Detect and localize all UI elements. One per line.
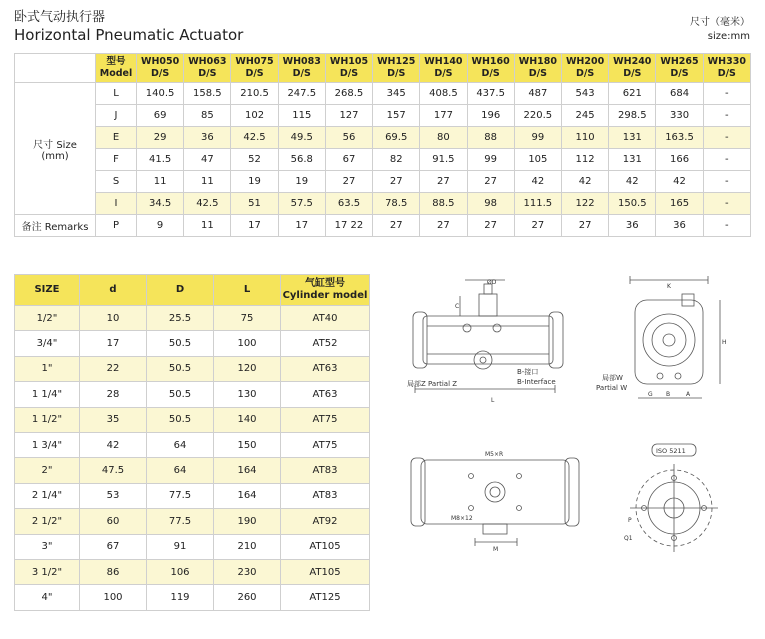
m-r-label: M5×R bbox=[485, 451, 504, 458]
dim-value: 330 bbox=[656, 105, 703, 127]
b-interface-en-label: B-Interface bbox=[517, 378, 556, 386]
dim-p-label: P bbox=[628, 517, 632, 524]
dim-value: 268.5 bbox=[325, 83, 372, 105]
dim-value: 163.5 bbox=[656, 127, 703, 149]
dim-value: 88.5 bbox=[420, 193, 467, 215]
dim-h-label: H bbox=[722, 339, 727, 346]
d-header: d bbox=[80, 275, 147, 306]
size-cell: 50.5 bbox=[147, 356, 214, 381]
size-cell: 75 bbox=[214, 306, 281, 331]
dim-value: 220.5 bbox=[514, 105, 561, 127]
cylinder-header-en: Cylinder model bbox=[282, 290, 368, 301]
size-cell: 86 bbox=[80, 559, 147, 584]
model-name: WH105 bbox=[329, 56, 369, 67]
model-col-wh330 bbox=[703, 54, 750, 83]
size-cell: AT105 bbox=[281, 534, 370, 559]
dim-row-j bbox=[15, 105, 751, 127]
dim-value: 91.5 bbox=[420, 149, 467, 171]
remarks-value: 36 bbox=[656, 215, 703, 237]
size-row bbox=[15, 331, 370, 356]
dim-g-label: G bbox=[648, 391, 653, 398]
dim-key: E bbox=[96, 127, 137, 149]
dim-value: 42 bbox=[656, 171, 703, 193]
size-cell: 1/2" bbox=[15, 306, 80, 331]
dim-value: 127 bbox=[325, 105, 372, 127]
dim-value: 112 bbox=[561, 149, 608, 171]
model-name: WH180 bbox=[518, 56, 557, 67]
dim-value: 621 bbox=[609, 83, 656, 105]
size-cell: 28 bbox=[80, 382, 147, 407]
dim-value: 115 bbox=[278, 105, 325, 127]
size-cell: 140 bbox=[214, 407, 281, 432]
dim-value: 34.5 bbox=[137, 193, 184, 215]
dim-row-e bbox=[15, 127, 751, 149]
title-cn: 卧式气动执行器 bbox=[14, 10, 106, 25]
model-sub: D/S bbox=[434, 68, 453, 79]
big-d-header: D bbox=[147, 275, 214, 306]
dim-value: 27 bbox=[420, 171, 467, 193]
dim-value: 245 bbox=[561, 105, 608, 127]
size-cell: 64 bbox=[147, 432, 214, 457]
size-label-en: (mm) bbox=[41, 150, 69, 162]
model-sub: D/S bbox=[670, 68, 689, 79]
model-sub: D/S bbox=[245, 68, 264, 79]
dim-value: 42.5 bbox=[184, 193, 231, 215]
dim-value: 247.5 bbox=[278, 83, 325, 105]
dim-value: 177 bbox=[420, 105, 467, 127]
model-name: WH075 bbox=[235, 56, 274, 67]
dim-value: 157 bbox=[373, 105, 420, 127]
dim-value: 196 bbox=[467, 105, 514, 127]
cylinder-header bbox=[281, 275, 370, 306]
model-col-wh160 bbox=[467, 54, 514, 83]
dim-k-label: K bbox=[667, 283, 671, 290]
size-cell: AT63 bbox=[281, 382, 370, 407]
size-row bbox=[15, 407, 370, 432]
size-cell: 119 bbox=[147, 585, 214, 610]
dim-value: 437.5 bbox=[467, 83, 514, 105]
end-view-drawing bbox=[590, 274, 750, 409]
model-name: WH063 bbox=[188, 56, 227, 67]
dim-row-f bbox=[15, 149, 751, 171]
size-cell: 91 bbox=[147, 534, 214, 559]
od-label: ØD bbox=[487, 279, 497, 286]
remarks-value: 27 bbox=[467, 215, 514, 237]
size-row bbox=[15, 432, 370, 457]
size-cell: 130 bbox=[214, 382, 281, 407]
model-name: WH140 bbox=[424, 56, 463, 67]
size-cell: 100 bbox=[80, 585, 147, 610]
model-sub: D/S bbox=[387, 68, 406, 79]
dim-value: 27 bbox=[373, 171, 420, 193]
dim-value: 69 bbox=[137, 105, 184, 127]
size-cell: AT105 bbox=[281, 559, 370, 584]
dim-value: 82 bbox=[373, 149, 420, 171]
model-sub: D/S bbox=[623, 68, 642, 79]
dim-value: 57.5 bbox=[278, 193, 325, 215]
size-cell: 1 1/4" bbox=[15, 382, 80, 407]
model-col-wh083 bbox=[278, 54, 325, 83]
dim-key: L bbox=[96, 83, 137, 105]
dim-value: 131 bbox=[609, 149, 656, 171]
model-name: WH160 bbox=[471, 56, 510, 67]
model-name: WH125 bbox=[377, 56, 416, 67]
remarks-value: 27 bbox=[373, 215, 420, 237]
size-cell: 10 bbox=[80, 306, 147, 331]
model-name: WH050 bbox=[140, 56, 180, 67]
size-cell: 53 bbox=[80, 483, 147, 508]
remarks-value: 27 bbox=[514, 215, 561, 237]
dim-value: 41.5 bbox=[137, 149, 184, 171]
size-cell: 60 bbox=[80, 509, 147, 534]
model-col-wh050 bbox=[137, 54, 184, 83]
size-cell: 190 bbox=[214, 509, 281, 534]
dim-value: 78.5 bbox=[373, 193, 420, 215]
dim-value: 42 bbox=[609, 171, 656, 193]
model-sub: D/S bbox=[292, 68, 311, 79]
size-cell: 120 bbox=[214, 356, 281, 381]
size-cell: 77.5 bbox=[147, 509, 214, 534]
dim-value: 88 bbox=[467, 127, 514, 149]
title-en: Horizontal Pneumatic Actuator bbox=[14, 26, 244, 44]
iso-flange-drawing bbox=[600, 440, 750, 565]
size-row bbox=[15, 534, 370, 559]
remarks-row bbox=[15, 215, 751, 237]
dim-value: 63.5 bbox=[325, 193, 372, 215]
model-col-wh200 bbox=[561, 54, 608, 83]
dim-value: - bbox=[703, 149, 750, 171]
remarks-value: 17 22 bbox=[325, 215, 372, 237]
dim-value: 36 bbox=[184, 127, 231, 149]
size-cell: 64 bbox=[147, 458, 214, 483]
dim-value: 110 bbox=[561, 127, 608, 149]
dim-value: 42 bbox=[514, 171, 561, 193]
size-cell: 1 1/2" bbox=[15, 407, 80, 432]
size-cell: 3" bbox=[15, 534, 80, 559]
model-name: WH265 bbox=[660, 56, 699, 67]
dim-value: 69.5 bbox=[373, 127, 420, 149]
size-cell: AT75 bbox=[281, 407, 370, 432]
l-header: L bbox=[214, 275, 281, 306]
size-cell: AT40 bbox=[281, 306, 370, 331]
model-name: WH083 bbox=[282, 56, 321, 67]
dim-value: 487 bbox=[514, 83, 561, 105]
model-col-wh063 bbox=[184, 54, 231, 83]
size-label-cn: 尺寸 Size bbox=[33, 139, 77, 151]
model-sub: D/S bbox=[528, 68, 547, 79]
remarks-value: 27 bbox=[420, 215, 467, 237]
dim-value: 99 bbox=[514, 127, 561, 149]
dim-value: 102 bbox=[231, 105, 278, 127]
size-cell: 67 bbox=[80, 534, 147, 559]
dim-value: 51 bbox=[231, 193, 278, 215]
model-col-wh105 bbox=[325, 54, 372, 83]
model-sub: D/S bbox=[481, 68, 500, 79]
partial-w-en-label: Partial W bbox=[596, 384, 628, 392]
dim-value: 27 bbox=[467, 171, 514, 193]
size-group-label bbox=[15, 83, 96, 215]
model-col-wh240 bbox=[609, 54, 656, 83]
dim-value: 56 bbox=[325, 127, 372, 149]
dim-value: 56.8 bbox=[278, 149, 325, 171]
dim-value: - bbox=[703, 171, 750, 193]
dim-value: 684 bbox=[656, 83, 703, 105]
dim-value: 19 bbox=[231, 171, 278, 193]
dim-value: 85 bbox=[184, 105, 231, 127]
size-cell: 210 bbox=[214, 534, 281, 559]
dim-value: 131 bbox=[609, 127, 656, 149]
model-header bbox=[96, 54, 137, 83]
model-col-wh075 bbox=[231, 54, 278, 83]
dim-value: 99 bbox=[467, 149, 514, 171]
dim-value: 27 bbox=[325, 171, 372, 193]
dim-value: 122 bbox=[561, 193, 608, 215]
size-cell: 164 bbox=[214, 458, 281, 483]
size-cell: 150 bbox=[214, 432, 281, 457]
model-sub: D/S bbox=[575, 68, 595, 79]
unit-en: size:mm bbox=[707, 31, 750, 42]
size-row bbox=[15, 458, 370, 483]
dim-value: 165 bbox=[656, 193, 703, 215]
model-name: WH330 bbox=[707, 56, 746, 67]
dim-c-label: C bbox=[455, 303, 460, 310]
dim-a-label: A bbox=[686, 391, 691, 398]
model-col-wh265 bbox=[656, 54, 703, 83]
dim-value: - bbox=[703, 127, 750, 149]
remarks-value: 27 bbox=[561, 215, 608, 237]
dim-value: 150.5 bbox=[609, 193, 656, 215]
model-sub: D/S bbox=[198, 68, 217, 79]
dim-value: 158.5 bbox=[184, 83, 231, 105]
dim-row-s bbox=[15, 171, 751, 193]
size-cell: AT63 bbox=[281, 356, 370, 381]
dim-value: 19 bbox=[278, 171, 325, 193]
size-cell: 2" bbox=[15, 458, 80, 483]
cylinder-header-cn: 气缸型号 bbox=[305, 278, 345, 289]
size-cell: AT125 bbox=[281, 585, 370, 610]
size-row bbox=[15, 509, 370, 534]
dim-value: 408.5 bbox=[420, 83, 467, 105]
model-name: WH240 bbox=[613, 56, 652, 67]
dim-value: - bbox=[703, 105, 750, 127]
model-sub: D/S bbox=[339, 68, 359, 79]
top-view-drawing bbox=[405, 440, 585, 555]
dim-row-i bbox=[15, 193, 751, 215]
size-cell: 50.5 bbox=[147, 382, 214, 407]
remarks-value: 17 bbox=[231, 215, 278, 237]
side-view-drawing bbox=[405, 274, 570, 409]
size-cell: 3 1/2" bbox=[15, 559, 80, 584]
dim-key: J bbox=[96, 105, 137, 127]
size-cell: 42 bbox=[80, 432, 147, 457]
size-cell: 22 bbox=[80, 356, 147, 381]
size-cell: 230 bbox=[214, 559, 281, 584]
size-row bbox=[15, 306, 370, 331]
size-row bbox=[15, 483, 370, 508]
dim-value: 42 bbox=[561, 171, 608, 193]
dimension-table bbox=[14, 53, 751, 237]
dim-key: I bbox=[96, 193, 137, 215]
size-cell: 50.5 bbox=[147, 407, 214, 432]
model-name: WH200 bbox=[565, 56, 605, 67]
remarks-value: 9 bbox=[137, 215, 184, 237]
size-cell: 106 bbox=[147, 559, 214, 584]
dim-l-label: L bbox=[491, 397, 495, 404]
size-cell: AT75 bbox=[281, 432, 370, 457]
remarks-value: 11 bbox=[184, 215, 231, 237]
size-cell: 25.5 bbox=[147, 306, 214, 331]
dim-m-label: M bbox=[493, 546, 499, 553]
size-cell: 35 bbox=[80, 407, 147, 432]
size-cell: 1 3/4" bbox=[15, 432, 80, 457]
dim-value: 111.5 bbox=[514, 193, 561, 215]
size-row bbox=[15, 585, 370, 610]
corner-cell bbox=[15, 54, 96, 83]
m-12-label: M8×12 bbox=[451, 515, 473, 522]
dim-b-label: B bbox=[666, 391, 671, 398]
dim-value: - bbox=[703, 83, 750, 105]
size-cell: 77.5 bbox=[147, 483, 214, 508]
dim-value: 80 bbox=[420, 127, 467, 149]
dim-value: 298.5 bbox=[609, 105, 656, 127]
model-sub: D/S bbox=[717, 68, 736, 79]
dim-value: 11 bbox=[184, 171, 231, 193]
size-table bbox=[14, 274, 370, 611]
dim-value: 345 bbox=[373, 83, 420, 105]
size-cell: 100 bbox=[214, 331, 281, 356]
model-header-en: Model bbox=[99, 68, 133, 79]
dim-row-l bbox=[15, 83, 751, 105]
iso-label: ISO 5211 bbox=[656, 447, 686, 455]
dim-value: 42.5 bbox=[231, 127, 278, 149]
dim-value: 52 bbox=[231, 149, 278, 171]
remarks-key: P bbox=[96, 215, 137, 237]
size-row bbox=[15, 559, 370, 584]
remarks-label: 备注 Remarks bbox=[15, 215, 96, 237]
size-cell: 3/4" bbox=[15, 331, 80, 356]
dim-value: 98 bbox=[467, 193, 514, 215]
size-cell: AT83 bbox=[281, 458, 370, 483]
unit-label bbox=[690, 16, 750, 44]
size-cell: AT92 bbox=[281, 509, 370, 534]
dim-value: 210.5 bbox=[231, 83, 278, 105]
remarks-value: - bbox=[703, 215, 750, 237]
size-row bbox=[15, 356, 370, 381]
size-cell: 47.5 bbox=[80, 458, 147, 483]
dim-value: 140.5 bbox=[137, 83, 184, 105]
size-cell: AT52 bbox=[281, 331, 370, 356]
size-cell: 2 1/2" bbox=[15, 509, 80, 534]
remarks-value: 17 bbox=[278, 215, 325, 237]
size-cell: 1" bbox=[15, 356, 80, 381]
dim-value: 67 bbox=[325, 149, 372, 171]
dim-value: 47 bbox=[184, 149, 231, 171]
dim-value: 49.5 bbox=[278, 127, 325, 149]
size-cell: 2 1/4" bbox=[15, 483, 80, 508]
dim-key: F bbox=[96, 149, 137, 171]
model-col-wh140 bbox=[420, 54, 467, 83]
model-col-wh180 bbox=[514, 54, 561, 83]
dim-value: 105 bbox=[514, 149, 561, 171]
dim-value: 29 bbox=[137, 127, 184, 149]
size-cell: 4" bbox=[15, 585, 80, 610]
model-col-wh125 bbox=[373, 54, 420, 83]
dim-key: S bbox=[96, 171, 137, 193]
dim-value: 11 bbox=[137, 171, 184, 193]
unit-cn: 尺寸（毫米） bbox=[690, 17, 750, 28]
size-cell: 260 bbox=[214, 585, 281, 610]
partial-w-cn-label: 局部W bbox=[602, 374, 623, 382]
size-cell: AT83 bbox=[281, 483, 370, 508]
model-header-cn: 型号 bbox=[106, 56, 126, 67]
remarks-value: 36 bbox=[609, 215, 656, 237]
b-interface-cn-label: B-接口 bbox=[517, 368, 539, 376]
size-cell: 164 bbox=[214, 483, 281, 508]
dim-value: 166 bbox=[656, 149, 703, 171]
dim-value: 543 bbox=[561, 83, 608, 105]
partial-z-label: 局部Z Partial Z bbox=[407, 380, 458, 388]
model-sub: D/S bbox=[151, 68, 170, 79]
size-row bbox=[15, 382, 370, 407]
size-header: SIZE bbox=[15, 275, 80, 306]
size-cell: 17 bbox=[80, 331, 147, 356]
size-cell: 50.5 bbox=[147, 331, 214, 356]
dim-value: - bbox=[703, 193, 750, 215]
dim-q1-label: Q1 bbox=[624, 535, 633, 542]
